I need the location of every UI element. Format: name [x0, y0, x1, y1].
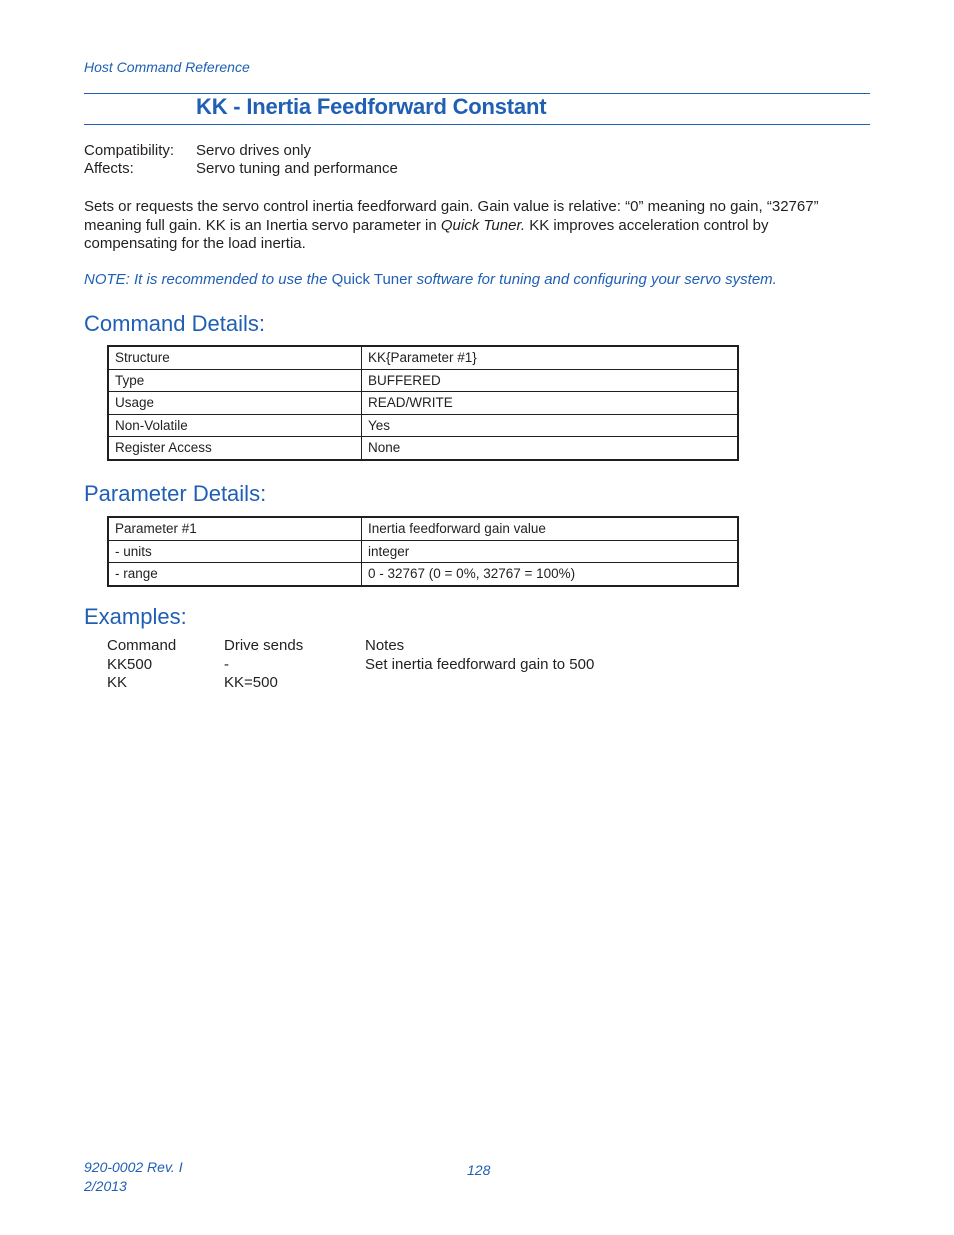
example-response: - — [224, 655, 229, 673]
page-title: KK - Inertia Feedforward Constant — [196, 94, 547, 119]
doc-date: 2/2013 — [84, 1178, 127, 1194]
table-row — [108, 540, 738, 563]
table-row — [108, 369, 738, 392]
meta-value: Servo tuning and performance — [196, 160, 398, 177]
table-row — [108, 346, 738, 369]
quick-tuner-ref: Quick Tuner. — [440, 216, 526, 234]
examples-drive-column — [224, 637, 303, 693]
table-cell-label: Type — [108, 369, 362, 392]
description — [84, 198, 874, 254]
table-cell-value: Inertia feedforward gain value — [362, 517, 739, 540]
parameter-details-table — [107, 516, 739, 587]
footer-doc-info — [84, 1158, 183, 1196]
table-cell-label: - units — [108, 540, 362, 563]
table-cell-label: Register Access — [108, 437, 362, 460]
parameter-details-heading: Parameter Details: — [84, 481, 267, 506]
table-cell-value: READ/WRITE — [362, 392, 739, 415]
table-cell-label: Non-Volatile — [108, 414, 362, 437]
meta-value: Servo drives only — [196, 142, 312, 159]
table-cell-value: KK{Parameter #1} — [362, 346, 739, 369]
table-cell-label: Parameter #1 — [108, 517, 362, 540]
column-header: Command — [107, 637, 177, 654]
table-cell-value: Yes — [362, 414, 739, 437]
meta-compatibility — [84, 142, 684, 161]
table-cell-value: 0 - 32767 (0 = 0%, 32767 = 100%) — [362, 563, 739, 586]
meta-key: Compatibility: — [84, 142, 175, 159]
examples-command-column — [107, 637, 176, 693]
note: NOTE: It is recommended to use the Quick Tuner software for tuning and configuring your servo system. — [84, 271, 777, 288]
table-row — [108, 563, 738, 586]
examples-heading: Examples: — [84, 604, 187, 629]
example-command: KK500 — [107, 655, 153, 673]
column-header: Drive sends — [224, 637, 304, 654]
description-line: meaning full gain. KK is an Inertia servo parameter in Quick Tuner. KK improves acceleration control by — [84, 216, 769, 234]
doc-number: 920-0002 Rev. I — [84, 1159, 183, 1175]
example-response: KK=500 — [224, 674, 278, 691]
table-cell-value: None — [362, 437, 739, 460]
table-row — [108, 414, 738, 437]
title-rule-bottom — [84, 124, 870, 125]
table-cell-label: - range — [108, 563, 362, 586]
meta-key: Affects: — [84, 160, 134, 177]
example-command: KK — [107, 674, 128, 691]
table-row — [108, 517, 738, 540]
running-header: Host Command Reference — [84, 59, 250, 75]
table-cell-value: integer — [362, 540, 739, 563]
example-note: Set inertia feedforward gain to 500 — [365, 655, 595, 673]
column-header: Notes — [365, 637, 405, 654]
description-line: Sets or requests the servo control inertia feedforward gain. Gain value is relative: “0” meaning no gain, “32767” — [84, 198, 819, 215]
table-cell-label: Structure — [108, 346, 362, 369]
table-row — [108, 392, 738, 415]
quick-tuner-name: Quick Tuner — [331, 271, 413, 288]
meta-affects — [84, 160, 684, 179]
page-number: 128 — [467, 1162, 491, 1178]
command-details-table — [107, 345, 739, 461]
examples-notes-column — [365, 637, 594, 674]
table-cell-label: Usage — [108, 392, 362, 415]
command-details-heading: Command Details: — [84, 311, 265, 336]
description-line: compensating for the load inertia. — [84, 235, 306, 252]
table-row — [108, 437, 738, 460]
table-cell-value: BUFFERED — [362, 369, 739, 392]
